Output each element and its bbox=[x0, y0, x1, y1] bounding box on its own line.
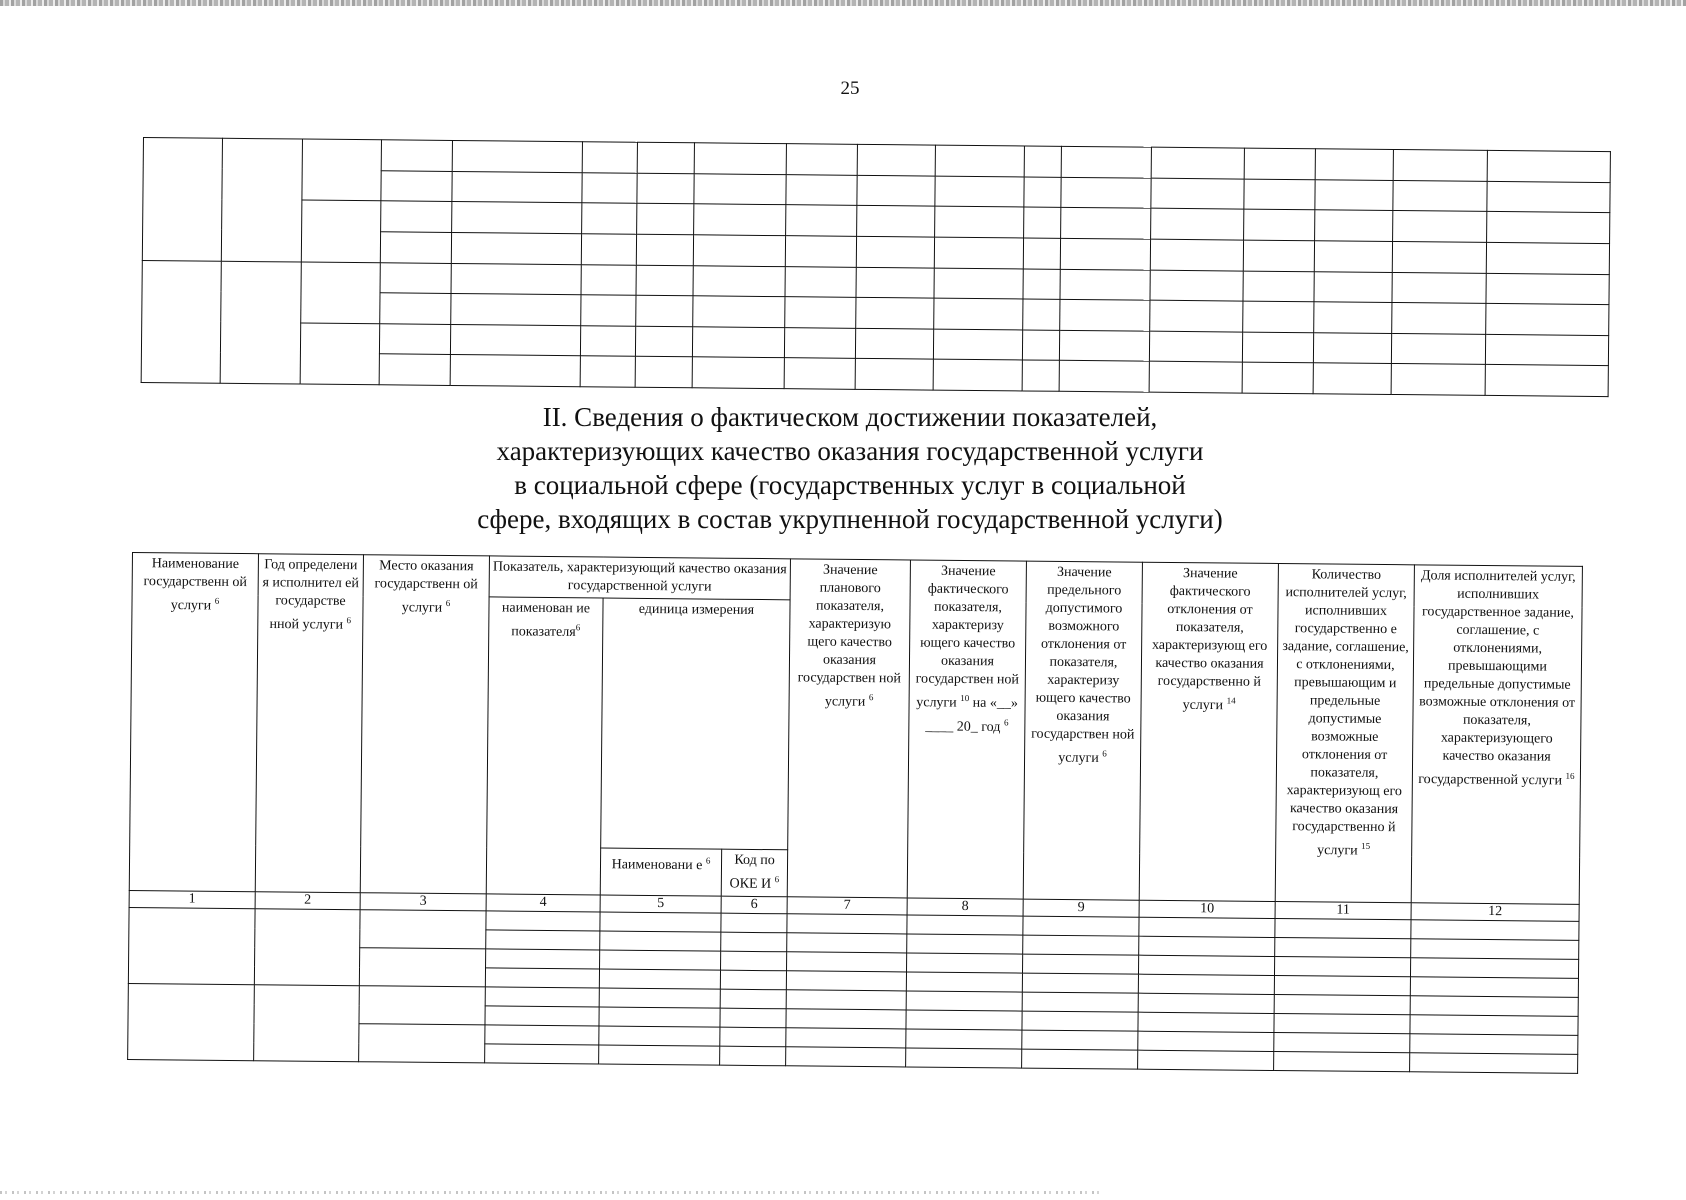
table-cell bbox=[934, 268, 1024, 299]
footnote-ref: 6 bbox=[575, 622, 581, 633]
table-cell bbox=[1024, 177, 1061, 208]
table-cell bbox=[222, 138, 303, 261]
table-cell bbox=[1274, 1051, 1410, 1071]
footnote-ref: 6 bbox=[1102, 748, 1107, 759]
table-cell bbox=[1485, 365, 1608, 397]
table-cell bbox=[635, 357, 692, 388]
table-cell bbox=[450, 324, 580, 356]
header-text: Количество исполнителей услуг, исполнивших государственно е задание, соглашение, с отклонениями, превышающим и предельные допустимые возможные отклонения от показателя, характеризующ его качество оказания государственно й услуги bbox=[1282, 567, 1409, 859]
footnote-ref: 6 bbox=[346, 615, 352, 626]
table-cell bbox=[600, 950, 721, 970]
footnote-ref: 6 bbox=[774, 874, 780, 885]
table-cell bbox=[720, 970, 786, 990]
table-cell bbox=[451, 263, 581, 295]
table-cell bbox=[1274, 994, 1410, 1014]
table-cell bbox=[1487, 150, 1610, 182]
header-text: Наименовани е bbox=[611, 857, 703, 874]
table-cell bbox=[692, 327, 785, 359]
table-cell bbox=[906, 1010, 1022, 1030]
column-number: 6 bbox=[721, 896, 787, 914]
footnote-ref: 6 bbox=[705, 855, 711, 866]
table-cell bbox=[635, 326, 692, 357]
table-cell bbox=[934, 329, 1024, 360]
table-cell bbox=[1314, 302, 1393, 333]
table-cell bbox=[1486, 242, 1609, 274]
table-cell bbox=[1313, 363, 1392, 394]
table-cell bbox=[485, 1006, 599, 1026]
table-cell bbox=[856, 267, 935, 298]
table-cell bbox=[1061, 208, 1151, 239]
table-cell bbox=[1023, 916, 1139, 936]
table-cell bbox=[452, 140, 582, 172]
table-cell bbox=[485, 968, 599, 988]
table-cell bbox=[786, 1047, 906, 1067]
table-cell bbox=[301, 200, 381, 262]
table-cell bbox=[1244, 179, 1315, 210]
table-cell bbox=[1486, 273, 1609, 305]
table-cell bbox=[301, 262, 381, 324]
table-cell bbox=[128, 983, 255, 1060]
table-cell bbox=[906, 1048, 1022, 1068]
table-cell bbox=[1151, 178, 1245, 210]
table-cell bbox=[907, 934, 1023, 954]
table-cell bbox=[856, 297, 935, 328]
table-cell bbox=[721, 951, 787, 971]
table-cell bbox=[720, 989, 786, 1009]
table-cell bbox=[1022, 954, 1138, 974]
table-cell bbox=[142, 138, 223, 261]
table-cell bbox=[1243, 301, 1314, 332]
table-cell bbox=[785, 297, 856, 328]
table-cell bbox=[1410, 1034, 1578, 1055]
table-cell bbox=[1411, 920, 1579, 941]
header-text: на «__» ____ 20_ год bbox=[925, 695, 1018, 735]
table-cell bbox=[1022, 973, 1138, 993]
table-cell bbox=[1150, 270, 1244, 302]
table-cell bbox=[1313, 332, 1392, 363]
table-cell bbox=[141, 260, 222, 383]
table-cell bbox=[1138, 1050, 1274, 1070]
table-cell bbox=[857, 144, 936, 175]
header-planned-value bbox=[787, 559, 910, 898]
table-cell bbox=[1274, 1013, 1410, 1033]
table-cell bbox=[720, 1008, 786, 1028]
table-cell bbox=[786, 990, 906, 1010]
table-cell bbox=[1393, 211, 1487, 243]
table-cell bbox=[599, 1026, 720, 1046]
table-cell bbox=[692, 357, 785, 389]
table-cell bbox=[581, 264, 637, 295]
footnote-ref: 14 bbox=[1226, 695, 1236, 706]
table-cell bbox=[1060, 269, 1150, 300]
section-title bbox=[400, 400, 1300, 536]
table-cell bbox=[1410, 996, 1578, 1017]
footnote-ref: 10 bbox=[960, 692, 970, 704]
table-cell bbox=[485, 987, 599, 1007]
table-cell bbox=[1138, 993, 1274, 1013]
table-cell bbox=[720, 1046, 786, 1066]
table-cell bbox=[1393, 150, 1487, 182]
table-cell bbox=[380, 324, 451, 355]
table-cell bbox=[360, 910, 486, 949]
table-cell bbox=[1025, 146, 1062, 177]
column-number: 4 bbox=[486, 894, 600, 912]
table-cell bbox=[1275, 918, 1411, 938]
page-number: 25 bbox=[840, 78, 860, 99]
table-cell bbox=[221, 261, 302, 384]
header-actual-value bbox=[907, 560, 1026, 899]
table-cell bbox=[302, 139, 382, 201]
table-cell bbox=[580, 325, 636, 356]
table-cell bbox=[786, 144, 857, 175]
header-text: единица измерения bbox=[638, 601, 755, 618]
scan-artifact-top bbox=[0, 0, 1686, 6]
column-number: 7 bbox=[787, 897, 907, 915]
table-cell bbox=[935, 145, 1025, 176]
table-cell bbox=[1024, 238, 1061, 269]
table-cell bbox=[787, 933, 907, 953]
table-cell bbox=[599, 1007, 720, 1027]
table-cell bbox=[721, 932, 787, 952]
table-cell bbox=[787, 952, 907, 972]
table-cell bbox=[1023, 299, 1060, 330]
table-cell bbox=[1149, 331, 1243, 363]
table-cell bbox=[1242, 362, 1313, 393]
table-cell bbox=[907, 953, 1023, 973]
table-cell bbox=[934, 237, 1024, 268]
table-cell bbox=[452, 171, 582, 203]
table-cell bbox=[1315, 149, 1394, 180]
table-cell bbox=[379, 354, 450, 385]
header-text: Место оказания государственн ой услуги bbox=[374, 558, 478, 616]
table-cell bbox=[381, 170, 452, 201]
header-year-of-determination bbox=[255, 554, 363, 893]
table-cell bbox=[1275, 937, 1411, 957]
section-title-line: в социальной сфере (государственных услуг в социальной bbox=[514, 470, 1186, 500]
table-cell bbox=[485, 1025, 599, 1045]
table-cell bbox=[359, 1024, 485, 1063]
table-cell bbox=[694, 143, 787, 175]
table-cell bbox=[1410, 958, 1578, 979]
table-cell bbox=[1149, 300, 1243, 332]
table-cell bbox=[1392, 333, 1486, 365]
column-number: 3 bbox=[360, 893, 486, 911]
table-cell bbox=[1244, 240, 1315, 271]
scan-artifact-bottom bbox=[0, 1191, 1100, 1194]
table-cell bbox=[1150, 239, 1244, 271]
header-text: Наименование государственн ой услуги bbox=[143, 556, 247, 614]
table-cell bbox=[1023, 935, 1139, 955]
table-cell bbox=[786, 1009, 906, 1029]
header-indicator-name bbox=[486, 597, 603, 895]
table-cell bbox=[784, 358, 855, 389]
header-executors-share bbox=[1411, 565, 1582, 905]
table-cell bbox=[1487, 181, 1610, 213]
table-cell bbox=[1060, 299, 1150, 330]
table-cell bbox=[785, 266, 856, 297]
column-number: 11 bbox=[1275, 901, 1411, 919]
table-cell bbox=[636, 295, 693, 326]
footnote-ref: 6 bbox=[214, 595, 220, 606]
footnote-ref: 6 bbox=[445, 598, 451, 609]
table-cell bbox=[1060, 330, 1150, 361]
table-cell bbox=[381, 201, 452, 232]
table-cell bbox=[381, 232, 452, 263]
table-cell bbox=[486, 949, 600, 969]
header-executors-count bbox=[1275, 564, 1414, 903]
table-cell bbox=[580, 295, 636, 326]
header-text: Значение предельного допустимого возможного отклонения от показателя, характеризу ющего качество оказания государствен ной услуги bbox=[1031, 564, 1135, 766]
table-cell bbox=[935, 176, 1025, 207]
table-cell bbox=[787, 914, 907, 934]
table-cell bbox=[1486, 212, 1609, 244]
table-cell bbox=[1022, 1011, 1138, 1031]
table-cell bbox=[451, 294, 581, 326]
continued-table-grid bbox=[141, 137, 1611, 397]
table-cell bbox=[580, 356, 636, 387]
table-cell bbox=[1138, 1012, 1274, 1032]
table-cell bbox=[907, 915, 1023, 935]
table-cell bbox=[693, 235, 786, 267]
table-cell bbox=[128, 907, 255, 984]
table-cell bbox=[1023, 268, 1060, 299]
table-cell bbox=[857, 175, 936, 206]
header-text: Значение планового показателя, характеризую щего качество оказания государствен ной услуги bbox=[797, 562, 902, 710]
table-cell bbox=[1149, 362, 1243, 394]
table-cell bbox=[1062, 146, 1152, 177]
table-cell bbox=[1391, 364, 1485, 396]
table-cell bbox=[1392, 303, 1486, 335]
table-cell bbox=[786, 971, 906, 991]
table-cell bbox=[1410, 1053, 1578, 1074]
table-cell bbox=[855, 328, 934, 359]
table-cell bbox=[1139, 936, 1275, 956]
table-cell bbox=[300, 323, 380, 385]
table-cell bbox=[486, 911, 600, 931]
table-cell bbox=[485, 1044, 599, 1064]
footnote-ref: 16 bbox=[1565, 770, 1575, 781]
table-cell bbox=[785, 236, 856, 267]
table-cell bbox=[637, 203, 694, 234]
table-cell bbox=[1392, 272, 1486, 304]
table-cell bbox=[1150, 208, 1244, 240]
indicators-table bbox=[127, 552, 1582, 1101]
table-cell bbox=[452, 202, 582, 234]
table-cell bbox=[1243, 332, 1314, 363]
header-place-of-service bbox=[360, 555, 489, 894]
column-number: 9 bbox=[1023, 899, 1139, 917]
table-cell bbox=[906, 1029, 1022, 1049]
table-cell bbox=[1022, 1030, 1138, 1050]
table-cell bbox=[692, 296, 785, 328]
section-title-line: сфере, входящих в состав укрупненной государственной услуги) bbox=[477, 504, 1223, 534]
table-cell bbox=[600, 931, 721, 951]
table-cell bbox=[1023, 330, 1060, 361]
header-indicator-group bbox=[489, 556, 790, 600]
table-cell bbox=[1022, 992, 1138, 1012]
table-cell bbox=[906, 972, 1022, 992]
column-number: 8 bbox=[907, 898, 1023, 916]
table-cell bbox=[1314, 241, 1393, 272]
table-cell bbox=[1139, 917, 1275, 937]
table-cell bbox=[450, 355, 580, 387]
table-cell bbox=[906, 991, 1022, 1011]
table-cell bbox=[599, 969, 720, 989]
table-cell bbox=[720, 1027, 786, 1047]
table-cell bbox=[1274, 975, 1410, 995]
header-unit-name bbox=[600, 848, 721, 896]
table-cell bbox=[1138, 1031, 1274, 1051]
header-text: Значение фактического показателя, характеризу ющего качество оказания государствен ной услуги bbox=[915, 563, 1020, 711]
table-cell bbox=[855, 359, 934, 390]
table-cell bbox=[1315, 210, 1394, 241]
table-cell bbox=[359, 948, 485, 987]
table-cell bbox=[1486, 304, 1609, 336]
table-cell bbox=[1244, 148, 1315, 179]
table-cell bbox=[856, 206, 935, 237]
table-cell bbox=[1061, 177, 1151, 208]
table-cell bbox=[254, 909, 360, 986]
column-number: 5 bbox=[600, 895, 721, 913]
table-cell bbox=[1060, 361, 1150, 392]
header-unit-group bbox=[601, 598, 790, 850]
table-cell bbox=[380, 293, 451, 324]
table-cell bbox=[1024, 207, 1061, 238]
table-cell bbox=[1314, 271, 1393, 302]
table-cell bbox=[1243, 271, 1314, 302]
section-title-line: II. Сведения о фактическом достижении показателей, bbox=[542, 402, 1158, 432]
table-cell bbox=[693, 265, 786, 297]
table-cell bbox=[599, 988, 720, 1008]
header-text: наименован ие показателя bbox=[501, 600, 591, 640]
table-cell bbox=[637, 142, 694, 173]
header-text: Доля исполнителей услуг, исполнивших государственное задание, соглашение, с отклонениями, превышающими предельные допустимые возможные отклонения от показателя, характеризующего качество оказания государственной услуги bbox=[1418, 568, 1576, 789]
table-cell bbox=[254, 985, 360, 1062]
column-number: 12 bbox=[1411, 903, 1579, 922]
table-cell bbox=[786, 1028, 906, 1048]
table-cell bbox=[636, 234, 693, 265]
table-cell bbox=[1393, 241, 1487, 273]
table-cell bbox=[581, 172, 637, 203]
footnote-ref: 6 bbox=[1003, 717, 1009, 728]
footnote-ref: 15 bbox=[1361, 840, 1371, 851]
table-cell bbox=[382, 140, 453, 171]
table-cell bbox=[935, 206, 1025, 237]
table-cell bbox=[694, 173, 787, 205]
table-cell bbox=[856, 236, 935, 267]
table-cell bbox=[785, 327, 856, 358]
table-cell bbox=[1274, 1032, 1410, 1052]
table-cell bbox=[934, 298, 1024, 329]
table-cell bbox=[786, 174, 857, 205]
header-okei-code bbox=[721, 850, 787, 897]
table-cell bbox=[582, 142, 638, 173]
table-cell bbox=[359, 986, 485, 1025]
table-cell bbox=[486, 930, 600, 950]
table-cell bbox=[721, 913, 787, 933]
header-text: Код по ОКЕ И bbox=[729, 853, 775, 893]
table-cell bbox=[380, 262, 451, 293]
table-cell bbox=[1151, 147, 1245, 179]
table-cell bbox=[637, 173, 694, 204]
table-cell bbox=[581, 203, 637, 234]
table-cell bbox=[1138, 955, 1274, 975]
table-cell bbox=[1393, 180, 1487, 212]
table-cell bbox=[1244, 209, 1315, 240]
table-cell bbox=[1485, 334, 1608, 366]
column-number: 2 bbox=[255, 892, 360, 910]
table-cell bbox=[1274, 956, 1410, 976]
column-number: 10 bbox=[1139, 900, 1275, 918]
header-text: Год определени я исполнител ей государстве нной услуги bbox=[262, 557, 359, 633]
table-cell bbox=[1138, 974, 1274, 994]
table-cell bbox=[933, 359, 1023, 390]
table-cell bbox=[581, 234, 637, 265]
table-cell bbox=[600, 912, 721, 932]
table-cell bbox=[1022, 1049, 1138, 1069]
header-text: Показатель, характеризующий качество оказания государственной услуги bbox=[492, 559, 787, 595]
header-service-name bbox=[129, 553, 258, 892]
table-cell bbox=[1410, 1015, 1578, 1036]
table-cell bbox=[693, 204, 786, 236]
table-cell bbox=[599, 1045, 720, 1065]
header-allowed-deviation bbox=[1023, 561, 1142, 900]
header-actual-deviation bbox=[1139, 562, 1278, 901]
table-cell bbox=[786, 205, 857, 236]
table-cell bbox=[451, 232, 581, 264]
table-cell bbox=[1315, 179, 1394, 210]
table-cell bbox=[1061, 238, 1151, 269]
table-cell bbox=[1023, 360, 1060, 391]
table-cell bbox=[1411, 939, 1579, 960]
section-title-line: характеризующих качество оказания государственной услуги bbox=[496, 436, 1204, 466]
header-text: Значение фактического отклонения от показателя, характеризующ его качество оказания государственно й услуги bbox=[1151, 566, 1268, 714]
footnote-ref: 6 bbox=[868, 692, 874, 703]
column-number: 1 bbox=[129, 890, 255, 908]
table-cell bbox=[1410, 977, 1578, 998]
table-cell bbox=[636, 265, 693, 296]
